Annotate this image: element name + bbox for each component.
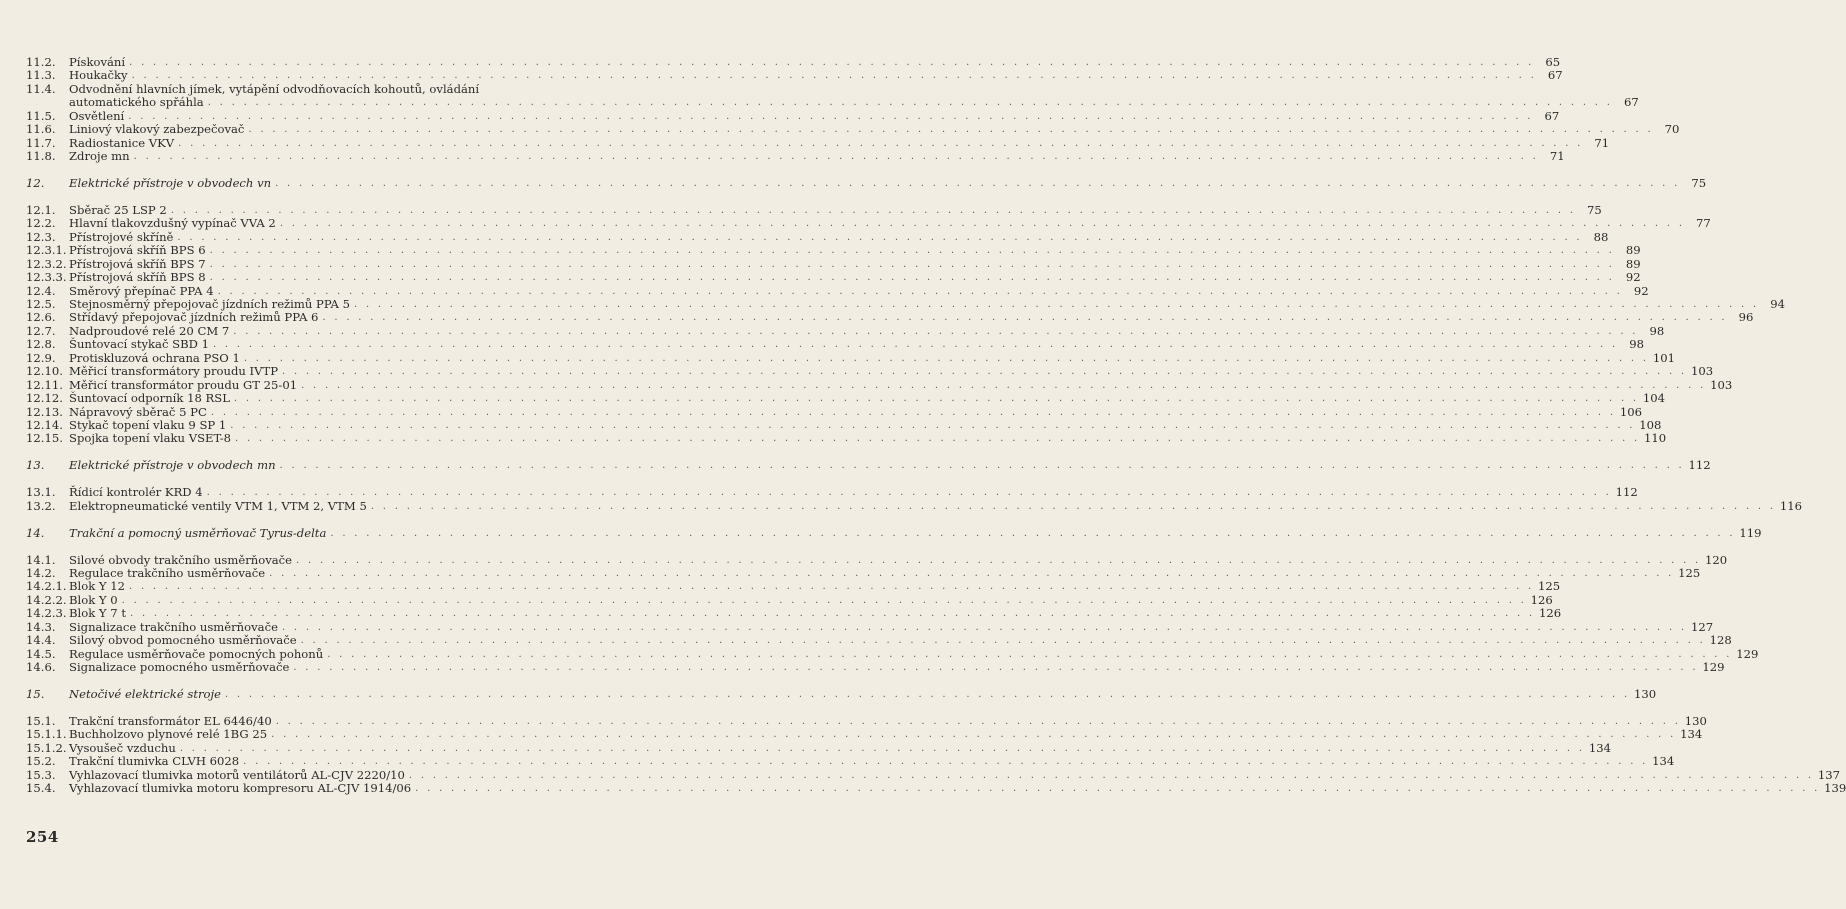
entry-title: Směrový přepínač PPA 4 xyxy=(69,283,214,298)
entry-title-line1: Odvodnění hlavních jímek, vytápění odvodňovacích kohoutů, ovládání xyxy=(69,81,480,96)
entry-page: 75 xyxy=(1587,202,1602,217)
section-gap xyxy=(26,675,542,689)
entry-title: Stejnosměrný přepojovač jízdních režimů PPA 5 xyxy=(69,297,350,312)
entry-number: 11.2. xyxy=(26,54,56,69)
chapter-number: 13. xyxy=(26,458,45,473)
entry-title: Trakční tlumivka CLVH 6028 xyxy=(69,754,240,769)
toc-entry xyxy=(26,256,1641,271)
leader-dots xyxy=(234,392,1639,405)
entry-title: Pískování xyxy=(69,54,126,69)
entry-number: 15.2. xyxy=(26,754,56,769)
leader-dots xyxy=(409,769,1814,782)
entry-number: 14.1. xyxy=(26,552,56,567)
leader-dots xyxy=(132,69,1537,82)
leader-dots xyxy=(129,580,1534,593)
entry-number: 12.5. xyxy=(26,297,56,312)
toc-entry xyxy=(26,350,1675,365)
entry-page: 126 xyxy=(1530,592,1553,607)
entry-page: 134 xyxy=(1588,740,1611,755)
toc-entry xyxy=(26,781,1846,796)
entry-page: 129 xyxy=(1736,646,1759,661)
entry-number: 12.13. xyxy=(26,404,63,419)
entry-number: 14.2.3. xyxy=(26,606,67,621)
leader-dots xyxy=(230,419,1635,432)
entry-title: Elektropneumatické ventily VTM 1, VTM 2, VTM 5 xyxy=(69,498,367,513)
entry-title: Měřicí transformátory proudu IVTP xyxy=(69,364,279,379)
leader-dots xyxy=(208,96,1613,109)
section-gap xyxy=(26,473,542,487)
entry-page: 126 xyxy=(1538,606,1562,621)
entry-page: 112 xyxy=(1615,485,1638,500)
entry-page: 139 xyxy=(1824,781,1846,796)
entry-page: 129 xyxy=(1702,660,1725,675)
toc-entry xyxy=(26,579,1561,594)
section-gap xyxy=(26,190,542,204)
entry-page: 120 xyxy=(1705,552,1728,567)
leader-dots xyxy=(129,56,1534,69)
entry-title: Vyhlazovací tlumivka motorů ventilátorů AL-CJV 2220/10 xyxy=(69,767,405,782)
leader-dots xyxy=(134,150,1539,163)
entry-page: 103 xyxy=(1691,364,1714,379)
entry-number: 11.3. xyxy=(26,68,56,83)
entry-page: 137 xyxy=(1817,767,1841,782)
leader-dots xyxy=(282,365,1687,378)
leader-dots xyxy=(130,607,1535,620)
chapter-title: Trakční a pomocný usměrňovač Tyrus-delta xyxy=(69,525,327,540)
entry-page: 71 xyxy=(1594,135,1610,150)
entry-number: 12.10. xyxy=(26,364,63,379)
entry-title: Silové obvody trakčního usměrňovače xyxy=(69,552,293,567)
entry-title: Hlavní tlakovzdušný vypínač VVA 2 xyxy=(69,216,276,231)
entry-page: 89 xyxy=(1625,243,1641,258)
leader-dots xyxy=(354,298,1759,311)
toc-entry xyxy=(26,229,1609,244)
section-gap xyxy=(26,701,542,715)
leader-dots xyxy=(178,137,1583,150)
leader-dots xyxy=(280,217,1685,230)
entry-page: 67 xyxy=(1547,68,1563,83)
entry-title: Silový obvod pomocného usměrňovače xyxy=(69,633,297,648)
entry-title: Vyhlazovací tlumivka motoru kompresoru AL-CJV 1914/06 xyxy=(69,781,412,796)
entry-title: Buchholzovo plynové relé 1BG 25 xyxy=(69,727,268,742)
toc-entry xyxy=(26,498,1802,513)
entry-number: 14.2.2. xyxy=(26,592,67,607)
entry-title: Trakční transformátor EL 6446/40 xyxy=(69,713,272,728)
entry-page: 96 xyxy=(1738,310,1754,325)
entry-page: 67 xyxy=(1623,95,1639,110)
section-gap xyxy=(26,446,542,460)
entry-number: 11.7. xyxy=(26,135,56,150)
leader-dots xyxy=(296,554,1701,567)
entry-title: Regulace usměrňovače pomocných pohonů xyxy=(69,646,324,661)
toc-entry xyxy=(26,122,1680,137)
toc-entry xyxy=(26,633,1732,648)
entry-title: Spojka topení vlaku VSET-8 xyxy=(69,431,232,446)
entry-title: Blok Y 12 xyxy=(69,579,126,594)
toc-entry xyxy=(26,727,1703,742)
entry-page: 65 xyxy=(1545,54,1561,69)
leader-dots xyxy=(280,459,1685,472)
entry-number: 12.7. xyxy=(26,323,56,338)
entry-page: 98 xyxy=(1649,323,1665,338)
entry-number: 14.6. xyxy=(26,660,56,675)
toc-chapter xyxy=(26,687,1657,702)
leader-dots xyxy=(211,406,1616,419)
entry-number: 15.1.1. xyxy=(26,727,67,742)
toc-entry xyxy=(26,108,1560,123)
chapter-page: 112 xyxy=(1688,458,1711,473)
chapter-number: 12. xyxy=(26,176,45,191)
leader-dots xyxy=(128,110,1533,123)
leader-dots xyxy=(210,271,1615,284)
toc-entry xyxy=(26,485,1638,500)
toc-entry xyxy=(26,337,1644,352)
entry-page: 77 xyxy=(1696,216,1711,231)
entry-number: 14.3. xyxy=(26,619,56,634)
toc-entry xyxy=(26,660,1725,675)
entry-page: 94 xyxy=(1770,297,1785,312)
entry-number: 12.9. xyxy=(26,350,56,365)
section-gap xyxy=(26,513,542,527)
toc-entry xyxy=(26,135,1610,150)
toc-entry xyxy=(26,619,1714,634)
chapter-page: 119 xyxy=(1739,525,1762,540)
toc-chapter xyxy=(26,176,1707,191)
leader-dots xyxy=(171,204,1576,217)
table-of-contents xyxy=(26,54,1846,796)
entry-number: 12.1. xyxy=(26,202,56,217)
leader-dots xyxy=(275,177,1680,190)
entry-title: Nápravový sběrač 5 PC xyxy=(69,404,207,419)
toc-entry xyxy=(26,149,1565,164)
entry-title: Houkačky xyxy=(69,68,128,83)
chapter-title: Elektrické přístroje v obvodech vn xyxy=(69,176,272,191)
entry-number: 15.4. xyxy=(26,781,56,796)
entry-page: 116 xyxy=(1779,498,1802,513)
chapter-page: 130 xyxy=(1633,687,1657,702)
page-number: 254 xyxy=(26,828,59,846)
entry-page: 104 xyxy=(1642,391,1666,406)
toc-entry xyxy=(26,68,1563,83)
entry-page: 88 xyxy=(1593,229,1609,244)
entry-number: 12.3. xyxy=(26,229,56,244)
entry-number: 12.3.1. xyxy=(26,243,67,258)
section-gap xyxy=(26,540,542,554)
entry-number: 14.4. xyxy=(26,633,56,648)
leader-dots xyxy=(177,231,1582,244)
leader-dots xyxy=(210,258,1615,271)
toc-entry xyxy=(26,297,1785,312)
entry-number: 11.6. xyxy=(26,122,56,137)
leader-dots xyxy=(225,688,1630,701)
leader-dots xyxy=(415,782,1820,795)
leader-dots xyxy=(244,352,1649,365)
entry-page: 67 xyxy=(1544,108,1560,123)
toc-entry xyxy=(26,81,1639,110)
entry-page: 134 xyxy=(1652,754,1675,769)
toc-entry xyxy=(26,754,1675,769)
entry-title: Blok Y 7 t xyxy=(69,606,126,621)
entry-title: Přístrojová skříň BPS 7 xyxy=(69,256,206,271)
entry-page: 125 xyxy=(1678,566,1701,581)
entry-title: Regulace trakčního usměrňovače xyxy=(69,566,266,581)
entry-page: 106 xyxy=(1619,404,1642,419)
entry-title: Radiostanice VKV xyxy=(69,135,175,150)
entry-page: 92 xyxy=(1625,270,1641,285)
entry-number: 14.5. xyxy=(26,646,56,661)
leader-dots xyxy=(301,379,1706,392)
leader-dots xyxy=(293,661,1698,674)
entry-title: Šuntovací odporník 18 RSL xyxy=(69,391,230,406)
toc-entry xyxy=(26,592,1553,607)
chapter-page: 75 xyxy=(1691,176,1707,191)
entry-page: 110 xyxy=(1644,431,1667,446)
leader-dots xyxy=(207,486,1612,499)
entry-title: Přístrojová skříň BPS 8 xyxy=(69,270,206,285)
leader-dots xyxy=(327,648,1732,661)
entry-title: Střídavý přepojovač jízdních režimů PPA 6 xyxy=(69,310,319,325)
leader-dots xyxy=(322,311,1727,324)
entry-page: 70 xyxy=(1664,122,1680,137)
toc-entry xyxy=(26,216,1711,231)
leader-dots xyxy=(243,755,1648,768)
toc-entry xyxy=(26,566,1701,581)
entry-number: 11.8. xyxy=(26,149,56,164)
entry-number: 12.3.2. xyxy=(26,256,67,271)
toc-entry xyxy=(26,431,1667,446)
entry-number: 11.5. xyxy=(26,108,56,123)
entry-page: 108 xyxy=(1639,417,1662,432)
entry-title: Osvětlení xyxy=(69,108,125,123)
leader-dots xyxy=(235,432,1640,445)
toc-entry xyxy=(26,202,1602,217)
entry-number: 12.3.3. xyxy=(26,270,67,285)
entry-number: 15.3. xyxy=(26,767,56,782)
entry-page: 71 xyxy=(1549,149,1565,164)
leader-dots xyxy=(371,500,1776,513)
entry-page: 134 xyxy=(1680,727,1703,742)
entry-number: 13.2. xyxy=(26,498,56,513)
leader-dots xyxy=(269,567,1674,580)
toc-entry xyxy=(26,740,1611,755)
entry-title: Přístrojová skříň BPS 6 xyxy=(69,243,206,258)
entry-title: Měřicí transformátor proudu GT 25-01 xyxy=(69,377,298,392)
toc-entry xyxy=(26,310,1754,325)
leader-dots xyxy=(233,325,1638,338)
entry-title: Nadproudové relé 20 CM 7 xyxy=(69,323,230,338)
chapter-number: 14. xyxy=(26,525,45,540)
leader-dots xyxy=(213,338,1618,351)
toc-entry xyxy=(26,243,1641,258)
entry-page: 130 xyxy=(1684,713,1707,728)
toc-chapter xyxy=(26,525,1762,540)
entry-number: 13.1. xyxy=(26,485,56,500)
entry-title: Šuntovací stykač SBD 1 xyxy=(69,337,209,352)
entry-page: 127 xyxy=(1690,619,1714,634)
leader-dots xyxy=(330,527,1735,540)
entry-number: 15.1. xyxy=(26,713,56,728)
entry-title: Přístrojové skříně xyxy=(69,229,174,244)
entry-number: 12.12. xyxy=(26,391,63,406)
toc-entry xyxy=(26,364,1714,379)
entry-page: 89 xyxy=(1625,256,1641,271)
entry-number: 11.4. xyxy=(26,81,56,96)
entry-number: 12.8. xyxy=(26,337,56,352)
entry-title-line2: automatického spřáhla xyxy=(69,95,204,110)
entry-page: 92 xyxy=(1633,283,1649,298)
entry-page: 128 xyxy=(1709,633,1732,648)
toc-entry xyxy=(26,323,1665,338)
leader-dots xyxy=(276,715,1681,728)
entry-number: 14.2.1. xyxy=(26,579,67,594)
toc-entry xyxy=(26,767,1841,782)
leader-dots xyxy=(218,285,1623,298)
leader-dots xyxy=(301,634,1706,647)
toc-entry xyxy=(26,713,1707,728)
toc-entry xyxy=(26,646,1759,661)
toc-entry xyxy=(26,404,1642,419)
toc-entry xyxy=(26,391,1666,406)
entry-title: Blok Y 0 xyxy=(69,592,118,607)
entry-title: Řídicí kontrolér KRD 4 xyxy=(69,485,203,500)
leader-dots xyxy=(282,621,1687,634)
entry-title: Zdroje mn xyxy=(69,149,130,164)
entry-number: 14.2. xyxy=(26,566,56,581)
toc-entry xyxy=(26,552,1728,567)
entry-number: 12.6. xyxy=(26,310,56,325)
toc-entry xyxy=(26,606,1562,621)
entry-number: 12.2. xyxy=(26,216,56,231)
toc-entry xyxy=(26,417,1662,432)
toc-entry xyxy=(26,270,1641,285)
entry-page: 103 xyxy=(1710,377,1733,392)
toc-entry xyxy=(26,377,1733,392)
entry-title: Liniový vlakový zabezpečovač xyxy=(69,122,245,137)
entry-number: 15.1.2. xyxy=(26,740,67,755)
entry-number: 12.4. xyxy=(26,283,56,298)
entry-title: Protiskluzová ochrana PSO 1 xyxy=(69,350,240,365)
leader-dots xyxy=(122,594,1527,607)
entry-title: Stykač topení vlaku 9 SP 1 xyxy=(69,417,227,432)
toc-entry xyxy=(26,54,1561,69)
entry-title: Vysoušeč vzduchu xyxy=(69,740,176,755)
chapter-number: 15. xyxy=(26,687,45,702)
entry-page: 101 xyxy=(1652,350,1675,365)
entry-title: Signalizace trakčního usměrňovače xyxy=(69,619,278,634)
chapter-title: Elektrické přístroje v obvodech mn xyxy=(69,458,276,473)
section-gap xyxy=(26,164,542,178)
entry-number: 12.11. xyxy=(26,377,63,392)
toc-entry xyxy=(26,283,1649,298)
leader-dots xyxy=(210,244,1615,257)
leader-dots xyxy=(271,728,1676,741)
entry-page: 125 xyxy=(1538,579,1561,594)
leader-dots xyxy=(180,742,1585,755)
chapter-title: Netočivé elektrické stroje xyxy=(69,687,221,702)
entry-title: Signalizace pomocného usměrňovače xyxy=(69,660,290,675)
entry-number: 12.14. xyxy=(26,417,63,432)
entry-page: 98 xyxy=(1629,337,1644,352)
toc-chapter xyxy=(26,458,1711,473)
entry-title: Sběrač 25 LSP 2 xyxy=(69,202,167,217)
entry-number: 12.15. xyxy=(26,431,63,446)
leader-dots xyxy=(248,123,1653,136)
